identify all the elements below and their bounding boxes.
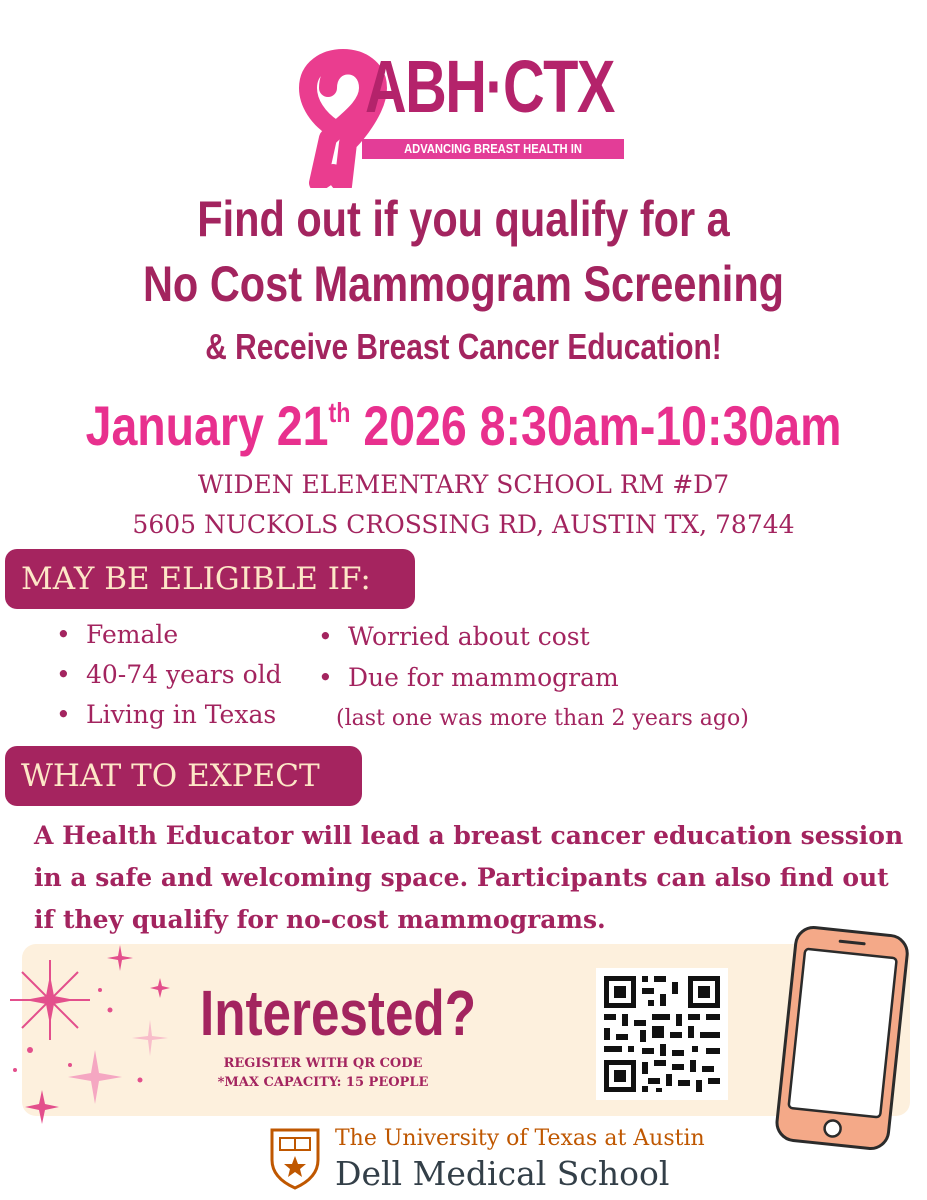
eligibility-note: (last one was more than 2 years ago) [336,706,749,731]
eligibility-item: • Living in Texas [56,700,276,729]
headline-line-2: No Cost Mammogram Screening [142,256,785,312]
expect-heading: WHAT TO EXPECT [5,746,362,806]
qr-code-icon[interactable] [596,968,728,1100]
cta-register-text: REGISTER WITH QR CODE [223,1056,423,1071]
cta-capacity-text: *MAX CAPACITY: 15 PEOPLE [217,1075,429,1090]
event-location: WIDEN ELEMENTARY SCHOOL RM #D7 [197,470,730,499]
expect-line: A Health Educator will lead a breast cancer education session [34,821,904,850]
eligibility-item: • Worried about cost [318,622,590,651]
expect-description [34,815,914,941]
sparkles-icon [0,940,200,1140]
event-date-time: 2026 8:30am-10:30am [350,394,842,457]
expect-line: if they qualify for no-cost mammograms. [34,905,606,934]
event-date-prefix: January 21 [85,394,329,457]
headline-line-3: & Receive Breast Cancer Education! [205,326,722,367]
event-date-suffix: th [328,397,351,428]
footer-university: The University of Texas at Austin [335,1126,705,1151]
footer-school: Dell Medical School [335,1154,670,1193]
headline-line-1: Find out if you qualify for a [197,191,730,247]
cta-title: Interested? [200,977,476,1049]
event-address: 5605 NUCKOLS CROSSING RD, AUSTIN TX, 78744 [132,510,795,539]
eligibility-item: • 40-74 years old [56,660,282,689]
logo-tagline: ADVANCING BREAST HEALTH IN CENTRAL TEXAS [404,141,582,171]
expect-line: in a safe and welcoming space. Participants can also find out [34,863,889,892]
event-date [79,393,848,458]
smartphone-icon [770,925,915,1153]
eligibility-item: • Female [56,620,178,649]
eligibility-heading: MAY BE ELIGIBLE IF: [5,549,415,609]
ut-shield-icon [268,1126,322,1190]
logo-wordmark: ABH·CTX [365,45,614,128]
eligibility-item: • Due for mammogram [318,663,619,692]
